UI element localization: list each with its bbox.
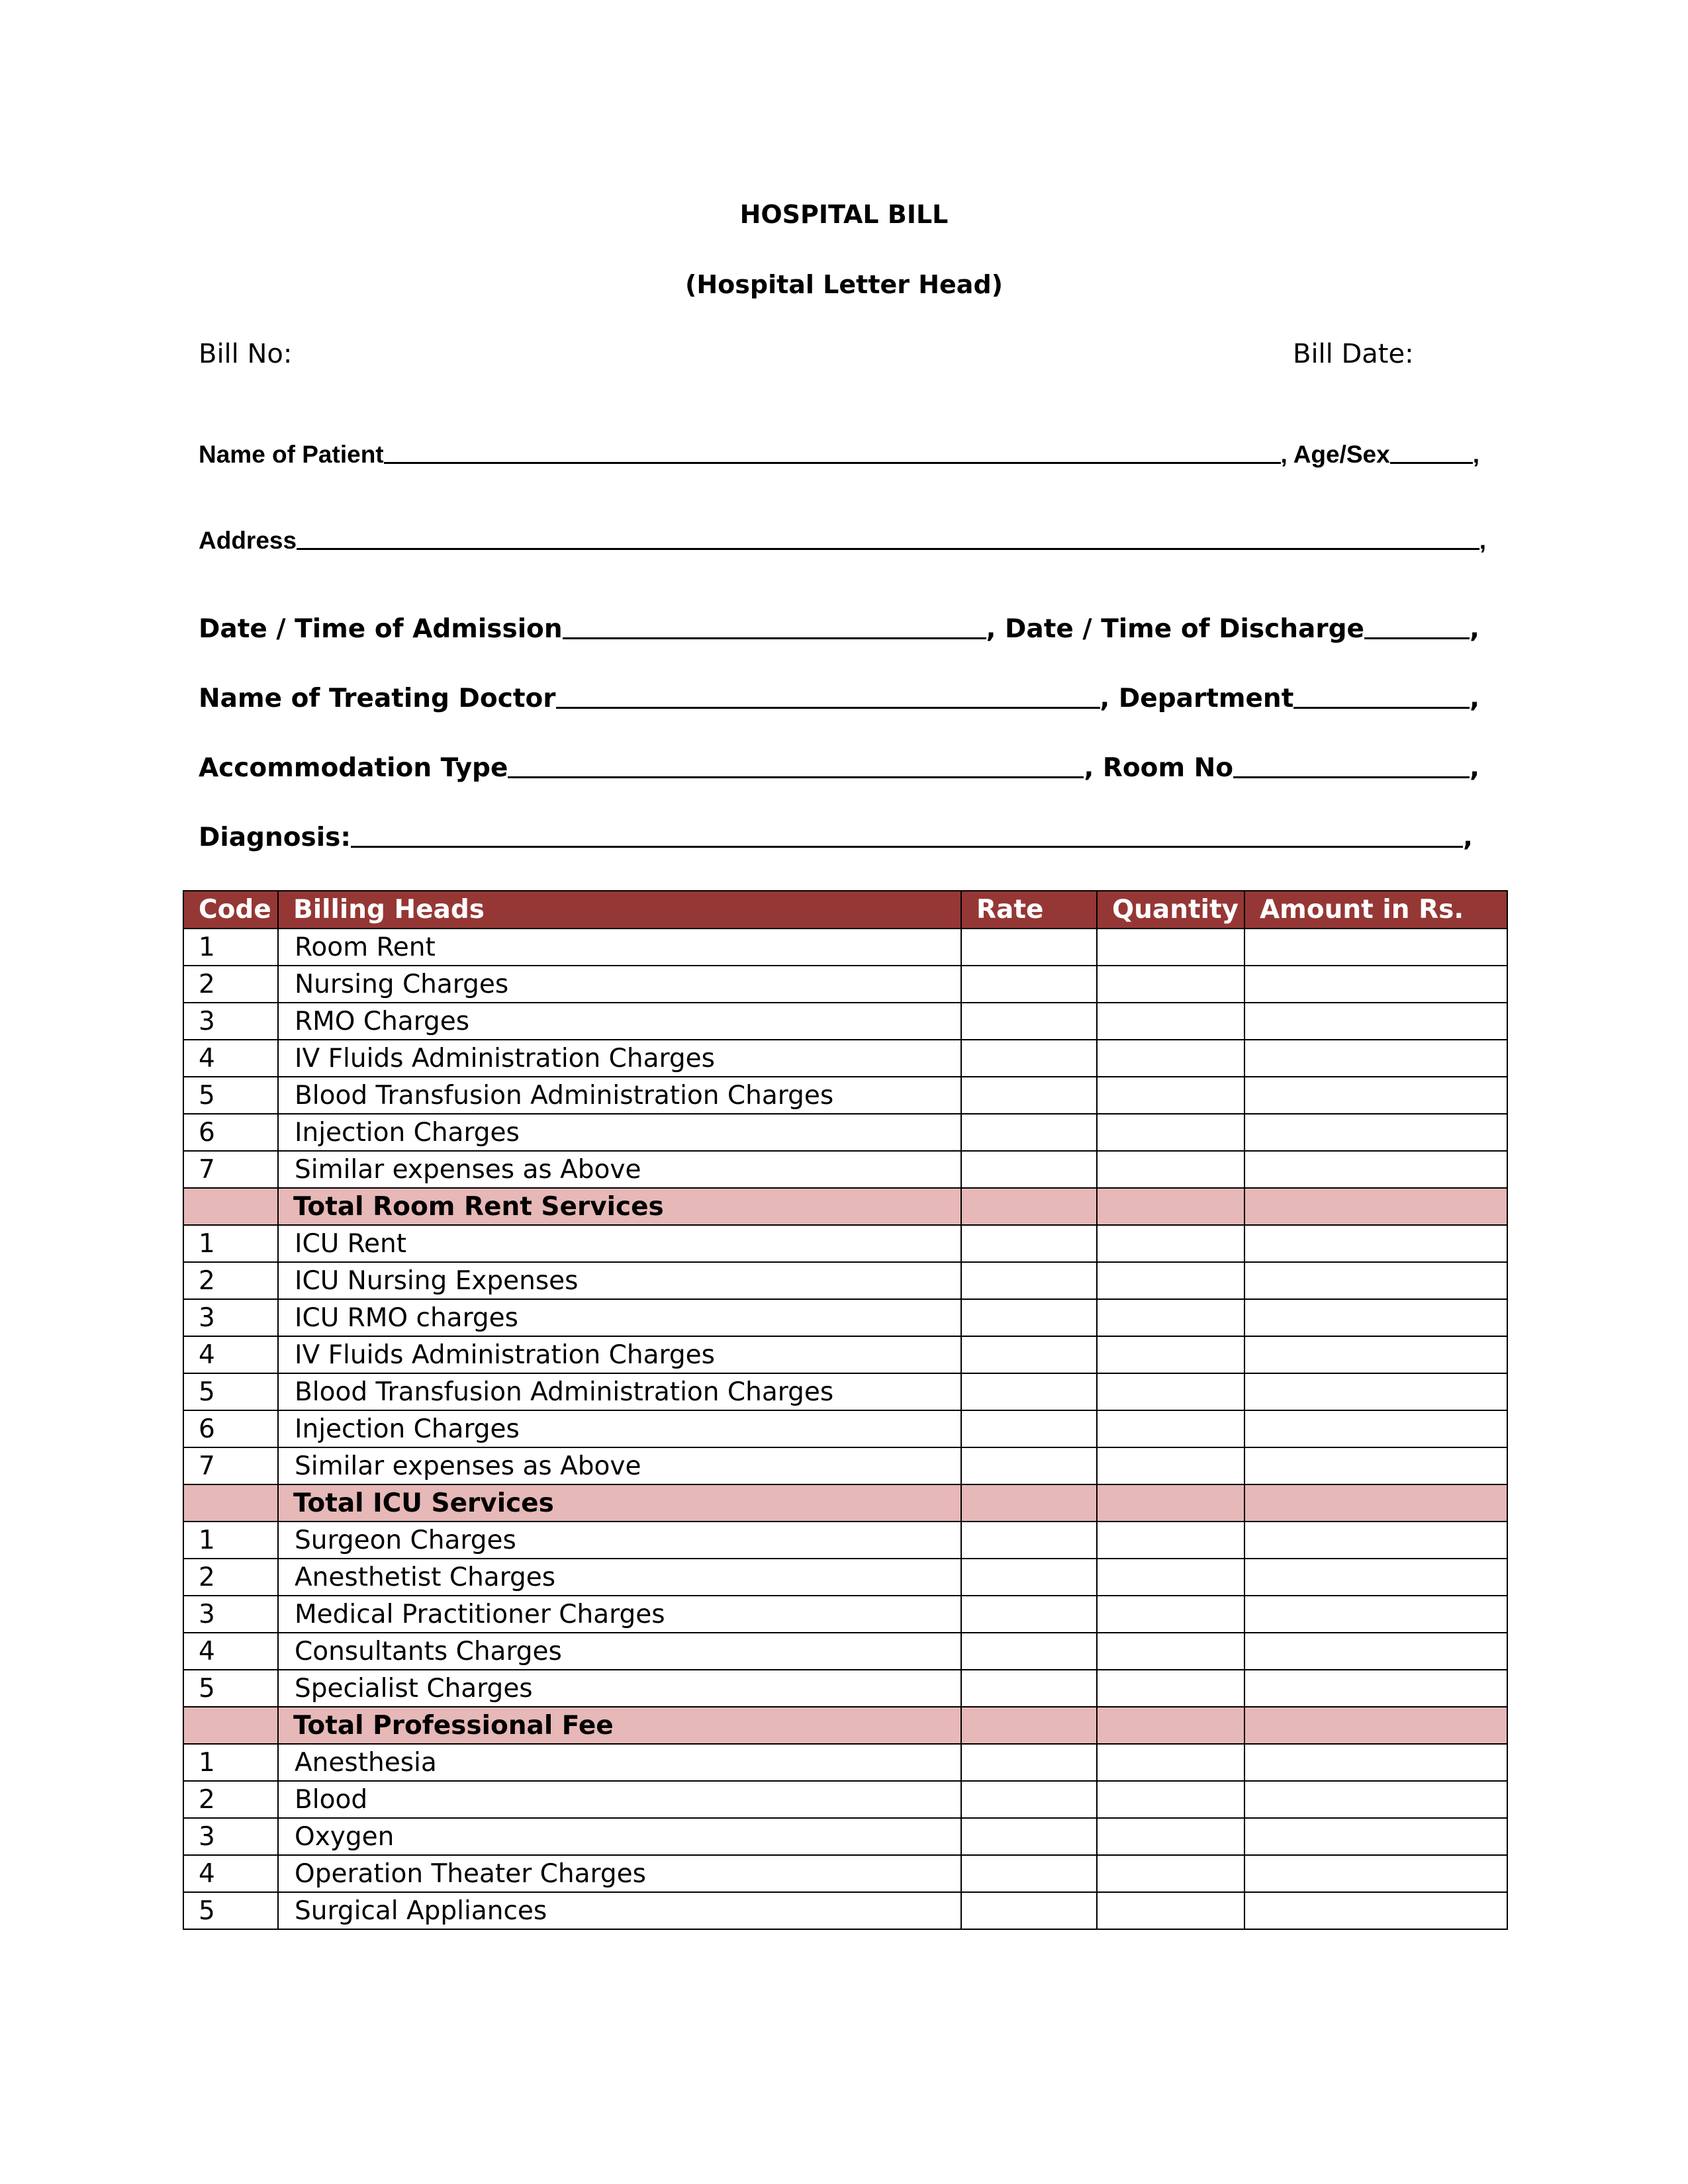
quantity-cell[interactable] <box>1097 1855 1244 1892</box>
billing-head-cell: Total Room Rent Services <box>278 1188 961 1225</box>
patient-name-label: Name of Patient <box>199 441 384 468</box>
line-end-comma: , <box>1470 684 1479 713</box>
code-cell: 3 <box>183 1818 278 1855</box>
code-cell: 2 <box>183 1559 278 1596</box>
amount-cell[interactable] <box>1244 929 1507 966</box>
billing-head-cell: Surgeon Charges <box>278 1522 961 1559</box>
table-row <box>183 1114 1507 1151</box>
table-row <box>183 1633 1507 1670</box>
table-row <box>183 1151 1507 1188</box>
rate-cell[interactable] <box>961 1633 1097 1670</box>
quantity-cell[interactable] <box>1097 1003 1244 1040</box>
diagnosis-line <box>199 819 1473 852</box>
code-cell: 1 <box>183 1225 278 1262</box>
code-cell: 4 <box>183 1633 278 1670</box>
table-row <box>183 966 1507 1003</box>
billing-head-cell: Similar expenses as Above <box>278 1447 961 1484</box>
accommodation-field[interactable] <box>508 776 1084 778</box>
quantity-cell[interactable] <box>1097 1522 1244 1559</box>
amount-cell[interactable] <box>1244 1670 1507 1707</box>
billing-head-cell: Specialist Charges <box>278 1670 961 1707</box>
table-row <box>183 1040 1507 1077</box>
code-cell <box>183 1484 278 1522</box>
header-code: Code <box>183 891 278 929</box>
quantity-cell[interactable] <box>1097 1040 1244 1077</box>
quantity-cell[interactable] <box>1097 1262 1244 1299</box>
code-cell: 4 <box>183 1040 278 1077</box>
table-row <box>183 1410 1507 1447</box>
billing-head-cell: IV Fluids Administration Charges <box>278 1336 961 1373</box>
header-billing-heads: Billing Heads <box>278 891 961 929</box>
code-cell: 3 <box>183 1299 278 1336</box>
code-cell: 6 <box>183 1410 278 1447</box>
code-cell: 3 <box>183 1003 278 1040</box>
rate-cell[interactable] <box>961 1373 1097 1410</box>
billing-head-cell: Blood Transfusion Administration Charges <box>278 1077 961 1114</box>
room-no-field[interactable] <box>1233 776 1470 778</box>
amount-cell[interactable] <box>1244 1892 1507 1929</box>
quantity-cell[interactable] <box>1097 1225 1244 1262</box>
age-sex-field[interactable] <box>1390 462 1473 464</box>
document-subtitle: (Hospital Letter Head) <box>684 270 1004 299</box>
billing-head-cell: Operation Theater Charges <box>278 1855 961 1892</box>
header-rate: Rate <box>961 891 1097 929</box>
rate-cell[interactable] <box>961 1225 1097 1262</box>
billing-head-cell: Blood Transfusion Administration Charges <box>278 1373 961 1410</box>
quantity-cell[interactable] <box>1097 1447 1244 1484</box>
amount-cell[interactable] <box>1244 1114 1507 1151</box>
quantity-cell[interactable] <box>1097 1781 1244 1818</box>
rate-cell[interactable] <box>961 1077 1097 1114</box>
table-row <box>183 1262 1507 1299</box>
rate-cell[interactable] <box>961 1040 1097 1077</box>
code-cell: 1 <box>183 929 278 966</box>
quantity-cell[interactable] <box>1097 1077 1244 1114</box>
rate-cell[interactable] <box>961 1151 1097 1188</box>
line-end-comma: , <box>1470 753 1479 783</box>
doctor-field[interactable] <box>556 707 1100 709</box>
amount-cell[interactable] <box>1244 966 1507 1003</box>
billing-head-cell: ICU RMO charges <box>278 1299 961 1336</box>
code-cell <box>183 1707 278 1744</box>
table-row <box>183 1336 1507 1373</box>
amount-cell[interactable] <box>1244 1855 1507 1892</box>
rate-cell[interactable] <box>961 1003 1097 1040</box>
billing-head-cell: ICU Nursing Expenses <box>278 1262 961 1299</box>
code-cell: 2 <box>183 1262 278 1299</box>
amount-cell[interactable] <box>1244 1225 1507 1262</box>
table-row <box>183 1892 1507 1929</box>
rate-cell[interactable] <box>961 1596 1097 1633</box>
quantity-cell[interactable] <box>1097 1670 1244 1707</box>
diagnosis-field[interactable] <box>351 846 1463 848</box>
header-amount: Amount in Rs. <box>1244 891 1507 929</box>
table-row <box>183 1744 1507 1781</box>
diagnosis-label: Diagnosis: <box>199 823 351 852</box>
rate-cell[interactable] <box>961 1410 1097 1447</box>
quantity-cell[interactable] <box>1097 1188 1244 1225</box>
quantity-cell[interactable] <box>1097 1299 1244 1336</box>
table-row <box>183 1781 1507 1818</box>
billing-head-cell: Surgical Appliances <box>278 1892 961 1929</box>
table-row <box>183 1855 1507 1892</box>
table-row <box>183 1596 1507 1633</box>
rate-cell[interactable] <box>961 1707 1097 1744</box>
table-row <box>183 1373 1507 1410</box>
billing-head-cell: Oxygen <box>278 1818 961 1855</box>
amount-cell[interactable] <box>1244 1781 1507 1818</box>
code-cell: 5 <box>183 1077 278 1114</box>
admission-field[interactable] <box>563 637 986 639</box>
rate-cell[interactable] <box>961 1892 1097 1929</box>
rate-cell[interactable] <box>961 1670 1097 1707</box>
department-label: , Department <box>1100 684 1294 713</box>
amount-cell[interactable] <box>1244 1596 1507 1633</box>
total-row <box>183 1188 1507 1225</box>
billing-head-cell: Medical Practitioner Charges <box>278 1596 961 1633</box>
code-cell: 1 <box>183 1744 278 1781</box>
address-label: Address <box>199 527 297 554</box>
bill-date-label: Bill Date: <box>1293 339 1414 369</box>
table-row <box>183 1818 1507 1855</box>
quantity-cell[interactable] <box>1097 1410 1244 1447</box>
amount-cell[interactable] <box>1244 1744 1507 1781</box>
address-field[interactable] <box>297 548 1479 550</box>
total-row <box>183 1707 1507 1744</box>
code-cell: 5 <box>183 1373 278 1410</box>
admission-label: Date / Time of Admission <box>199 614 563 644</box>
billing-table-body <box>183 929 1507 1929</box>
table-row <box>183 1077 1507 1114</box>
billing-table <box>183 890 1508 1930</box>
discharge-field[interactable] <box>1364 637 1470 639</box>
code-cell: 2 <box>183 1781 278 1818</box>
amount-cell[interactable] <box>1244 1410 1507 1447</box>
table-header-row <box>183 891 1507 929</box>
rate-cell[interactable] <box>961 1188 1097 1225</box>
amount-cell[interactable] <box>1244 1559 1507 1596</box>
rate-cell[interactable] <box>961 1484 1097 1522</box>
billing-head-cell: Similar expenses as Above <box>278 1151 961 1188</box>
line-end-comma: , <box>1479 527 1486 554</box>
billing-head-cell: Blood <box>278 1781 961 1818</box>
department-field[interactable] <box>1293 707 1470 709</box>
document-title: HOSPITAL BILL <box>739 200 949 229</box>
billing-head-cell: Anesthesia <box>278 1744 961 1781</box>
code-cell: 4 <box>183 1855 278 1892</box>
billing-head-cell: IV Fluids Administration Charges <box>278 1040 961 1077</box>
table-row <box>183 1225 1507 1262</box>
table-row <box>183 1447 1507 1484</box>
rate-cell[interactable] <box>961 1818 1097 1855</box>
table-row <box>183 1670 1507 1707</box>
table-row <box>183 1522 1507 1559</box>
amount-cell[interactable] <box>1244 1707 1507 1744</box>
rate-cell[interactable] <box>961 1262 1097 1299</box>
quantity-cell[interactable] <box>1097 1744 1244 1781</box>
quantity-cell[interactable] <box>1097 966 1244 1003</box>
discharge-label: , Date / Time of Discharge <box>986 614 1364 644</box>
patient-name-field[interactable] <box>384 462 1281 464</box>
rate-cell[interactable] <box>961 1522 1097 1559</box>
amount-cell[interactable] <box>1244 1484 1507 1522</box>
code-cell: 6 <box>183 1114 278 1151</box>
room-no-label: , Room No <box>1084 753 1234 783</box>
rate-cell[interactable] <box>961 1744 1097 1781</box>
amount-cell[interactable] <box>1244 1188 1507 1225</box>
quantity-cell[interactable] <box>1097 1892 1244 1929</box>
amount-cell[interactable] <box>1244 1373 1507 1410</box>
billing-head-cell: Injection Charges <box>278 1410 961 1447</box>
age-sex-label: , Age/Sex <box>1280 441 1390 468</box>
address-line <box>199 522 1486 555</box>
billing-head-cell: Room Rent <box>278 929 961 966</box>
quantity-cell[interactable] <box>1097 1151 1244 1188</box>
amount-cell[interactable] <box>1244 1003 1507 1040</box>
rate-cell[interactable] <box>961 1855 1097 1892</box>
rate-cell[interactable] <box>961 1559 1097 1596</box>
rate-cell[interactable] <box>961 1447 1097 1484</box>
quantity-cell[interactable] <box>1097 1336 1244 1373</box>
quantity-cell[interactable] <box>1097 1596 1244 1633</box>
amount-cell[interactable] <box>1244 1633 1507 1670</box>
billing-head-cell: Anesthetist Charges <box>278 1559 961 1596</box>
table-row <box>183 1003 1507 1040</box>
amount-cell[interactable] <box>1244 1336 1507 1373</box>
admission-line <box>199 611 1479 644</box>
accommodation-label: Accommodation Type <box>199 753 508 783</box>
table-row <box>183 1559 1507 1596</box>
line-end-comma: , <box>1472 441 1479 468</box>
table-row <box>183 1299 1507 1336</box>
code-cell: 1 <box>183 1522 278 1559</box>
amount-cell[interactable] <box>1244 1262 1507 1299</box>
header-quantity: Quantity <box>1097 891 1244 929</box>
code-cell: 7 <box>183 1447 278 1484</box>
rate-cell[interactable] <box>961 966 1097 1003</box>
rate-cell[interactable] <box>961 1336 1097 1373</box>
amount-cell[interactable] <box>1244 1077 1507 1114</box>
billing-head-cell: ICU Rent <box>278 1225 961 1262</box>
line-end-comma: , <box>1463 823 1473 852</box>
quantity-cell[interactable] <box>1097 1818 1244 1855</box>
patient-line <box>199 435 1479 469</box>
code-cell: 5 <box>183 1892 278 1929</box>
billing-head-cell: Total ICU Services <box>278 1484 961 1522</box>
amount-cell[interactable] <box>1244 1818 1507 1855</box>
billing-head-cell: Total Professional Fee <box>278 1707 961 1744</box>
code-cell <box>183 1188 278 1225</box>
billing-head-cell: RMO Charges <box>278 1003 961 1040</box>
rate-cell[interactable] <box>961 1299 1097 1336</box>
billing-head-cell: Injection Charges <box>278 1114 961 1151</box>
total-row <box>183 1484 1507 1522</box>
amount-cell[interactable] <box>1244 1299 1507 1336</box>
table-row <box>183 929 1507 966</box>
amount-cell[interactable] <box>1244 1040 1507 1077</box>
rate-cell[interactable] <box>961 1114 1097 1151</box>
billing-head-cell: Nursing Charges <box>278 966 961 1003</box>
accommodation-line <box>199 750 1479 783</box>
billing-head-cell: Consultants Charges <box>278 1633 961 1670</box>
code-cell: 7 <box>183 1151 278 1188</box>
amount-cell[interactable] <box>1244 1522 1507 1559</box>
line-end-comma: , <box>1470 614 1479 644</box>
quantity-cell[interactable] <box>1097 1707 1244 1744</box>
amount-cell[interactable] <box>1244 1151 1507 1188</box>
doctor-label: Name of Treating Doctor <box>199 684 556 713</box>
quantity-cell[interactable] <box>1097 1559 1244 1596</box>
doctor-line <box>199 680 1479 713</box>
code-cell: 3 <box>183 1596 278 1633</box>
code-cell: 4 <box>183 1336 278 1373</box>
bill-no-label: Bill No: <box>199 339 293 369</box>
code-cell: 2 <box>183 966 278 1003</box>
quantity-cell[interactable] <box>1097 1484 1244 1522</box>
rate-cell[interactable] <box>961 1781 1097 1818</box>
quantity-cell[interactable] <box>1097 1114 1244 1151</box>
rate-cell[interactable] <box>961 929 1097 966</box>
code-cell: 5 <box>183 1670 278 1707</box>
quantity-cell[interactable] <box>1097 1633 1244 1670</box>
quantity-cell[interactable] <box>1097 1373 1244 1410</box>
amount-cell[interactable] <box>1244 1447 1507 1484</box>
quantity-cell[interactable] <box>1097 929 1244 966</box>
